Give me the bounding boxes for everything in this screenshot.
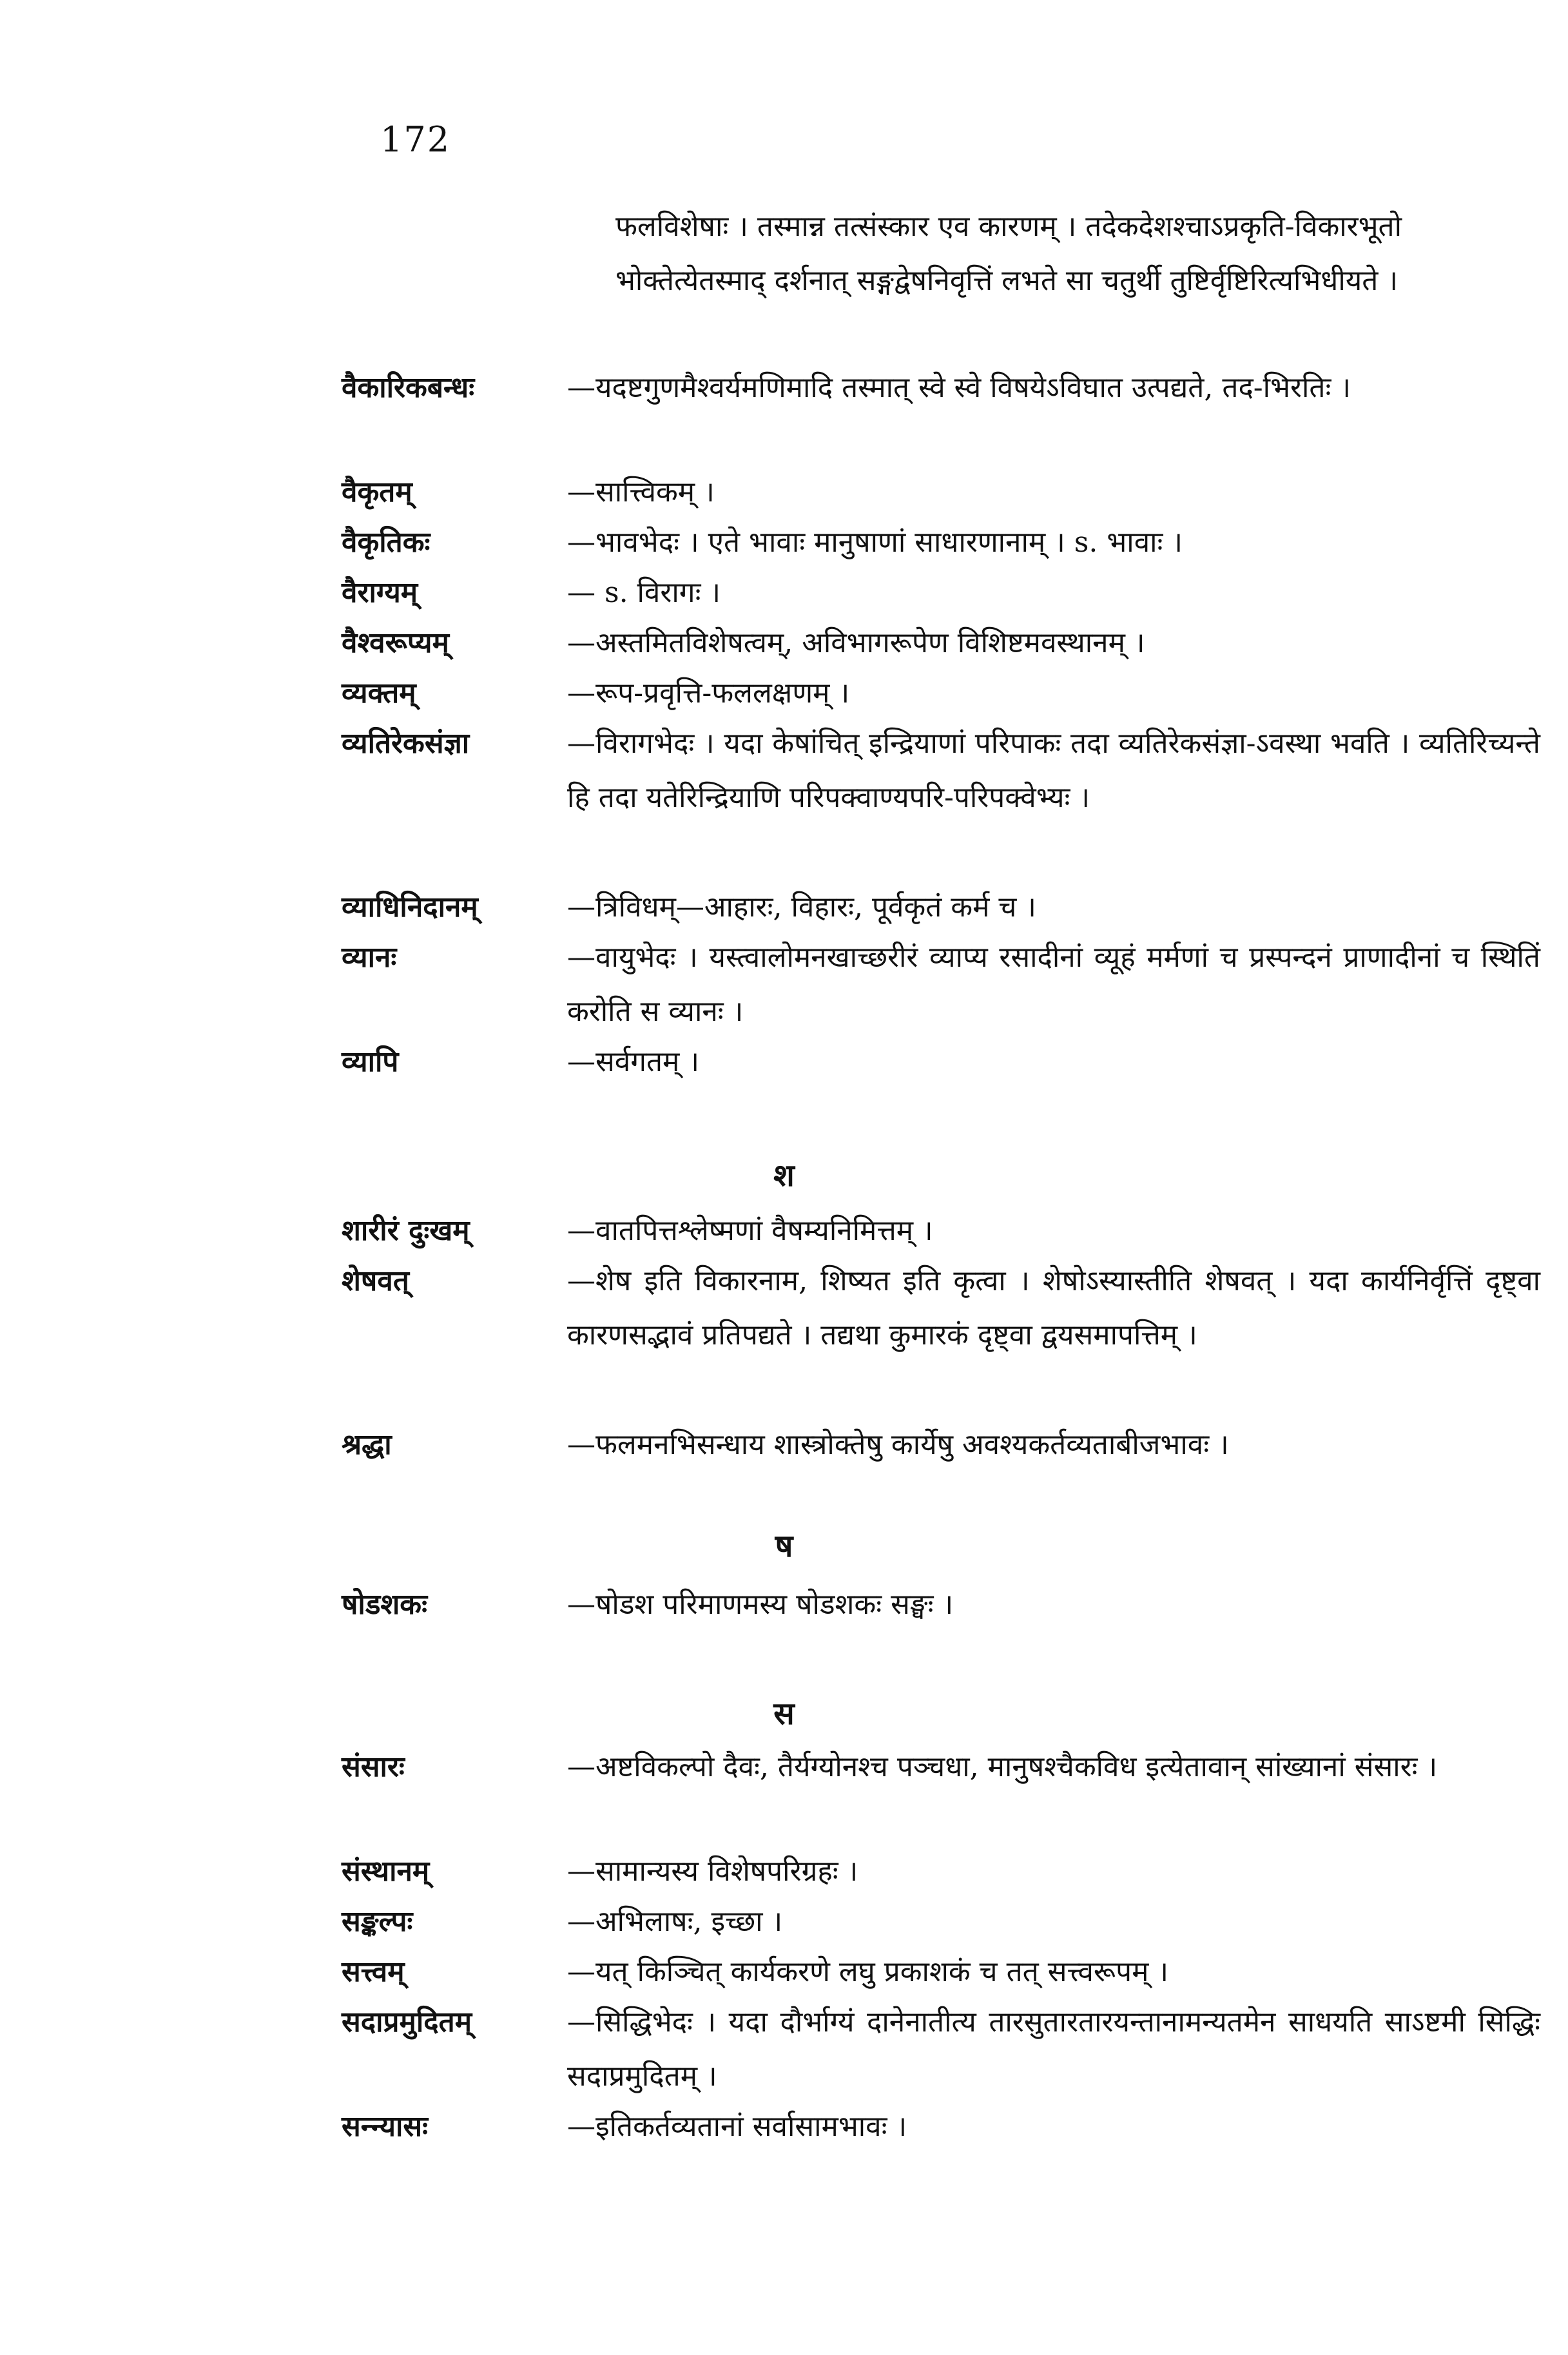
entry-term: वैश्वरूप्यम्	[342, 626, 449, 659]
entry-term: व्यक्तम्	[342, 677, 416, 710]
entry-definition: —यत् किञ्चित् कार्यकरणे लघु प्रकाशकं च तत् सत्त्वरूपम् ।	[567, 1955, 1169, 1988]
entry-term: सदाप्रमुदितम्	[342, 2006, 472, 2039]
entry-definition: — s. विरागः ।	[567, 576, 721, 609]
section-letter-sa: स	[773, 1696, 795, 1732]
entry-definition: —अस्तमितविशेषत्वम्, अविभागरूपेण विशिष्टमवस्थानम् ।	[567, 626, 1145, 659]
entry-term: सत्त्वम्	[342, 1955, 405, 1988]
continuation-text: फलविशेषाः । तस्मान्न तत्संस्कार एव कारणम् । तदेकदेशश्चाऽप्रकृति-विकारभूतो भोक्तेत्येतस्माद् दर्शनात् सङ्गद्वेषनिवृत्तिं लभते सा चतुर्थी तुष्टिर्वृष्टिरित्यभिधीयते ।	[615, 210, 1402, 297]
entry-definition: —विरागभेदः । यदा केषांचित् इन्द्रियाणां परिपाकः तदा व्यतिरेकसंज्ञा-ऽवस्था भवति । व्यतिरिच्यन्ते हि तदा यतेरिन्द्रियाणि परिपक्वाण्यपरि-परिपक्वेभ्यः ।	[567, 727, 1540, 814]
entry-term: व्यानः	[342, 941, 397, 974]
entry-definition: —अष्टविकल्पो दैवः, तैर्यग्योनश्च पञ्चधा, मानुषश्चैकविध इत्येतावान् सांख्यानां संसारः ।	[567, 1750, 1438, 1783]
entry-term: षोडशकः	[342, 1588, 427, 1621]
entry-term: श्रद्धा	[342, 1428, 392, 1461]
entry-definition: —अभिलाषः, इच्छा ।	[567, 1905, 783, 1938]
entry-term: संसारः	[342, 1750, 405, 1783]
entry-definition: —इतिकर्तव्यतानां सर्वासामभावः ।	[567, 2110, 907, 2143]
page-number: 172	[380, 119, 451, 160]
entry-term: व्यापि	[342, 1045, 399, 1078]
entry-definition: —रूप-प्रवृत्ति-फललक्षणम् ।	[567, 677, 850, 710]
entry-term: सन्न्यासः	[342, 2110, 429, 2143]
entry-term: व्याधिनिदानम्	[342, 891, 478, 924]
entry-definition: —सर्वगतम् ।	[567, 1045, 700, 1078]
entry-definition: —त्रिविधम्—आहारः, विहारः, पूर्वकृतं कर्म च ।	[567, 891, 1036, 924]
entry-term: संस्थानम्	[342, 1855, 430, 1888]
entry-term: वैकारिकबन्धः	[342, 371, 475, 404]
entry-term: वैकृतम्	[342, 476, 412, 509]
entry-definition: —षोडश परिमाणमस्य षोडशकः सङ्घः ।	[567, 1588, 954, 1621]
entry-term: वैकृतिकः	[342, 526, 431, 559]
entry-definition: —वायुभेदः । यस्त्वालोमनखाच्छरीरं व्याप्य रसादीनां व्यूहं मर्मणां च प्रस्पन्दनं प्राणादीनां च स्थितिं करोति स व्यानः ।	[567, 941, 1540, 1028]
entry-term: शारीरं दुःखम्	[342, 1214, 470, 1247]
entry-definition: —यदष्टगुणमैश्वर्यमणिमादि तस्मात् स्वे स्वे विषयेऽविघात उत्पद्यते, तद-भिरतिः ।	[567, 371, 1351, 404]
entry-definition: —सात्त्विकम् ।	[567, 476, 715, 509]
entry-term: सङ्कल्पः	[342, 1905, 413, 1938]
entry-definition: —फलमनभिसन्धाय शास्त्रोक्तेषु कार्येषु अवश्यकर्तव्यताबीजभावः ।	[567, 1428, 1229, 1461]
entry-definition: —सामान्यस्य विशेषपरिग्रहः ।	[567, 1855, 858, 1888]
entry-definition: —भावभेदः । एते भावाः मानुषाणां साधारणानाम् । s. भावाः ।	[567, 526, 1183, 559]
entry-definition: —शेष इति विकारनाम, शिष्यत इति कृत्वा । शेषोऽस्यास्तीति शेषवत् । यदा कार्यनिर्वृत्तिं दृष्ट्वा कारणसद्भावं प्रतिपद्यते । तद्यथा कुमारकं दृष्ट्वा द्वयसमापत्तिम् ।	[567, 1265, 1540, 1352]
section-letter-sha: श	[773, 1158, 795, 1194]
entry-definition: —सिद्धिभेदः । यदा दौर्भाग्यं दानेनातीत्य तारसुतारतारयन्तानामन्यतमेन साधयति साऽष्टमी सिद्धिः सदाप्रमुदितम् ।	[567, 2006, 1540, 2093]
entry-term: वैराग्यम्	[342, 576, 418, 609]
entry-term: शेषवत्	[342, 1265, 409, 1297]
entry-term: व्यतिरेकसंज्ञा	[342, 727, 470, 760]
section-letter-ssa: ष	[775, 1528, 793, 1564]
entry-definition: —वातपित्तश्लेष्मणां वैषम्यनिमित्तम् ।	[567, 1214, 933, 1247]
